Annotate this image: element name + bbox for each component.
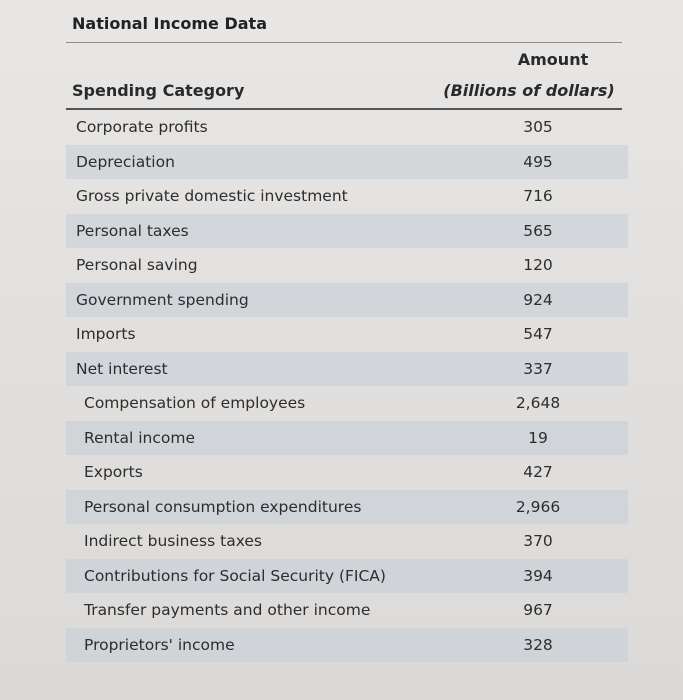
top-divider — [66, 42, 622, 43]
row-amount: 120 — [523, 256, 553, 275]
row-amount: 924 — [523, 290, 553, 309]
row-category: Indirect business taxes — [84, 532, 263, 551]
category-column-header: Spending Category — [72, 81, 245, 100]
row-amount: 328 — [523, 635, 553, 654]
table-row — [66, 110, 628, 145]
table-row — [66, 593, 628, 628]
row-category: Exports — [84, 463, 143, 482]
row-amount: 2,648 — [515, 394, 561, 413]
row-amount: 19 — [528, 428, 548, 447]
table-row — [66, 179, 628, 214]
row-amount: 495 — [523, 152, 553, 171]
row-amount: 716 — [523, 187, 553, 206]
row-category: Corporate profits — [76, 118, 208, 137]
table-body — [66, 110, 628, 662]
table-row — [66, 145, 628, 180]
table-row — [66, 283, 628, 318]
table-title: National Income Data — [72, 14, 267, 33]
row-amount: 305 — [523, 118, 553, 137]
row-amount: 967 — [523, 601, 553, 620]
row-category: Government spending — [76, 290, 249, 309]
table-row — [66, 214, 628, 249]
table-row — [66, 352, 628, 387]
row-amount: 370 — [523, 532, 553, 551]
table-row — [66, 524, 628, 559]
row-amount: 427 — [523, 463, 553, 482]
row-category: Gross private domestic investment — [76, 187, 348, 206]
row-amount: 394 — [523, 566, 553, 585]
row-category: Personal saving — [76, 256, 198, 275]
row-amount: 565 — [523, 221, 553, 240]
amount-column-header: Amount — [517, 50, 589, 69]
row-category: Imports — [76, 325, 136, 344]
table-row — [66, 490, 628, 525]
row-category: Compensation of employees — [84, 394, 306, 413]
units-column-header: (Billions of dollars) — [443, 81, 615, 100]
row-category: Transfer payments and other income — [84, 601, 371, 620]
row-amount: 337 — [523, 359, 553, 378]
row-category: Net interest — [76, 359, 168, 378]
row-category: Proprietors' income — [84, 635, 235, 654]
row-category: Depreciation — [76, 152, 175, 171]
row-amount: 547 — [523, 325, 553, 344]
table-row — [66, 455, 628, 490]
table-row — [66, 628, 628, 663]
table-row — [66, 248, 628, 283]
row-amount: 2,966 — [515, 497, 561, 516]
table-row — [66, 386, 628, 421]
row-category: Rental income — [84, 428, 196, 447]
table-row — [66, 421, 628, 456]
national-income-table — [58, 0, 630, 700]
table-row — [66, 559, 628, 594]
row-category: Personal taxes — [76, 221, 189, 240]
table-row — [66, 317, 628, 352]
row-category: Personal consumption expenditures — [84, 497, 362, 516]
row-category: Contributions for Social Security (FICA) — [84, 566, 386, 585]
